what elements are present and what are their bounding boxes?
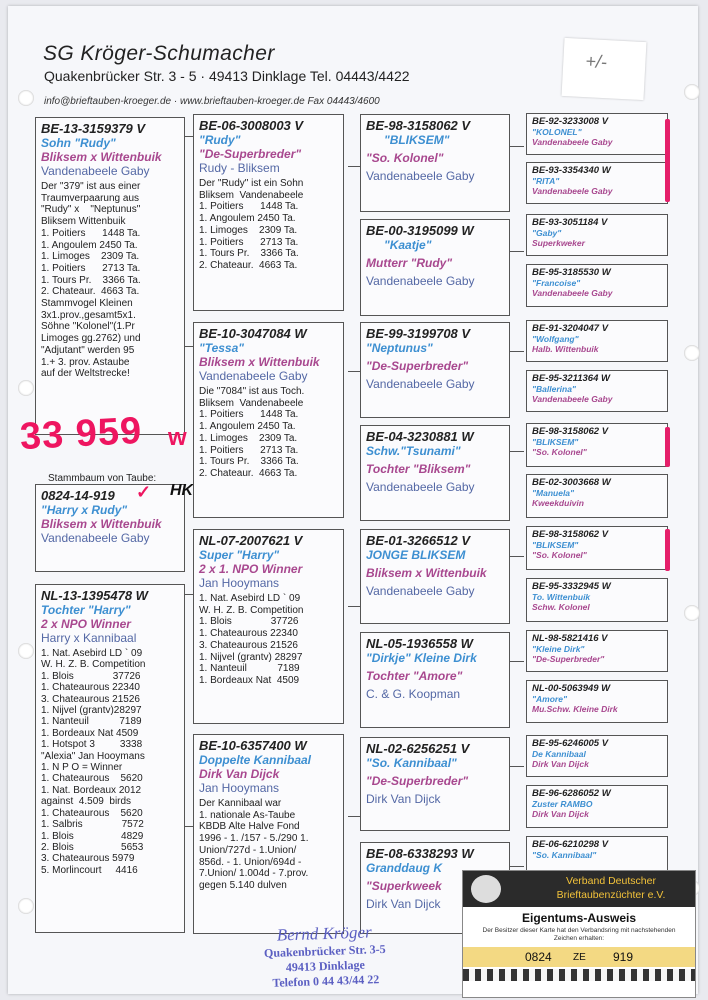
punch-hole (18, 898, 34, 914)
ring-number: BE-91-3204047 V (532, 323, 609, 334)
handwritten-number: 33 959 (18, 409, 144, 459)
stamp-name: Bernd Kröger (276, 922, 372, 945)
gen4-card (526, 214, 668, 256)
ring-number: NL-05-1936558 W (366, 636, 473, 651)
gen4-card (526, 785, 668, 828)
pigeon-note: Vandenabeele Gaby (532, 288, 613, 298)
ring-number: BE-95-3332945 W (532, 581, 611, 592)
connector (508, 251, 524, 252)
ring-number: NL-00-5063949 W (532, 683, 611, 694)
punch-hole (18, 90, 34, 106)
gen4-card (526, 264, 668, 307)
pigeon-breeder: Rudy - Bliksem (199, 161, 280, 175)
highlighter-mark (665, 427, 670, 467)
pigeon-lineage: 2 x 1. NPO Winner (199, 562, 303, 576)
pigeon-lineage: Bliksem x Wittenbuik (366, 566, 487, 580)
gen3-card (360, 322, 510, 418)
gen3-card (360, 737, 510, 831)
gen4-card (526, 630, 668, 672)
punch-hole (18, 643, 34, 659)
pigeon-note: "So. Kolonel" (532, 550, 587, 560)
pigeon-breeder: Dirk Van Dijck (366, 897, 441, 911)
pigeon-notes: Die "7084" ist aus Toch. Bliksem Vandenabeele 1. Poitiers 1448 Ta. 1. Angoulem 2450 Ta. 1. Limoges 2309 Ta. 1. Poitiers 2713 Ta. 1. Tours Pr. 3366 Ta. 2. Chateaur. 4663 Ta. (199, 386, 305, 479)
breeder-address: Quakenbrücker Str. 3 - 5 · 49413 Dinklage Tel. 04443/4422 (44, 68, 410, 84)
subject-card (35, 484, 185, 572)
pigeon-breeder: Jan Hooymans (199, 576, 280, 590)
ring-number: BE-92-3233008 V (532, 116, 609, 127)
gen4-card (526, 423, 668, 467)
ring-number: BE-06-3008003 V (199, 118, 304, 133)
pigeon-name: JONGE BLIKSEM (366, 548, 466, 562)
pigeon-note: Dirk Van Dijck (532, 809, 589, 819)
connector (508, 661, 524, 662)
pigeon-breeder: Vandenabeele Gaby (366, 480, 475, 494)
ring-number: BE-95-3185530 W (532, 267, 611, 278)
card-text: Der Besitzer dieser Karte hat den Verbandsring mit nachstehenden Zeichen erhalten: (482, 927, 676, 942)
gen4-card (526, 474, 668, 518)
gen3-card (360, 632, 510, 728)
card-header (463, 871, 695, 907)
pigeon-breeder: Vandenabeele Gaby (366, 584, 475, 598)
pigeon-note: "De-Superbreder" (532, 654, 605, 664)
connector (508, 556, 524, 557)
granddam-paternal-card (193, 322, 344, 518)
ring-number: NL-02-6256251 V (366, 741, 470, 756)
pigeon-name: "RITA" (532, 176, 560, 186)
ring-number: BE-93-3051184 V (532, 217, 608, 228)
ring-number: BE-10-6357400 W (199, 738, 307, 753)
ownership-card (462, 870, 696, 998)
highlighter-mark (665, 119, 670, 202)
card-ring-number: 919 (613, 950, 634, 964)
card-pattern-strip (463, 969, 695, 981)
grandsire-paternal-card (193, 114, 344, 311)
gen4-card (526, 113, 668, 155)
pigeon-breeder: Vandenabeele Gaby (366, 169, 475, 183)
ring-number: BE-04-3230881 W (366, 429, 474, 444)
pigeon-notes: Der Kannibaal war 1. nationale As-Taube KBDB Alte Halve Fond 1996 - 1. /157 - 5./290 1. Union/727d - 1.Union/ 856d. - 1. Union/694d - 7.Union/ 1.004d - 7.prov. gegen 5.140 dulven (199, 798, 309, 891)
pigeon-name: To. Wittenbuik (532, 592, 591, 602)
pigeon-lineage: Mutterr "Rudy" (366, 256, 453, 270)
pigeon-lineage: Tochter "Bliksem" (366, 462, 471, 476)
pigeon-lineage: "Superkweek (366, 879, 442, 893)
card-org-line2: Brieftaubenzüchter e.V. (556, 889, 666, 901)
pigeon-note: Halb. Wittenbuik (532, 344, 599, 354)
pigeon-lineage: "De-Superbreder" (366, 359, 469, 373)
pigeon-name: Tochter "Harry" (41, 603, 131, 617)
card-ring-field (463, 947, 695, 967)
punch-hole (684, 84, 700, 100)
pigeon-lineage: "So. Kolonel" (366, 151, 444, 165)
ring-number: BE-02-3003668 W (532, 477, 611, 488)
ring-number: 0824-14-919 (41, 488, 115, 503)
pigeon-lineage: "De-Superbreder" (199, 147, 302, 161)
connector (508, 146, 524, 147)
connector (508, 351, 524, 352)
pigeon-name: "So. Kannibaal" (366, 756, 457, 770)
ring-number: BE-00-3195099 W (366, 223, 474, 238)
pigeon-name: "Wolfgang" (532, 334, 579, 344)
stamp-phone: Telefon 0 44 43/44 22 (272, 972, 380, 990)
punch-hole (18, 380, 34, 396)
breeder-contact: info@brieftauben-kroeger.de · www.brieftauben-kroeger.de Fax 04443/4600 (44, 96, 380, 107)
pigeon-lineage: "De-Superbreder" (366, 774, 469, 788)
card-org-line1: Verband Deutscher (566, 875, 656, 887)
pigeon-name: Schw."Tsunami" (366, 444, 461, 458)
pigeon-breeder: Vandenabeele Gaby (199, 369, 308, 383)
pigeon-logo-icon (471, 875, 501, 903)
gen3-card (360, 529, 510, 624)
pigeon-name: "Ballerina" (532, 384, 576, 394)
punch-hole (684, 605, 700, 621)
pigeon-note: Superkweker (532, 238, 585, 248)
ring-number: BE-95-3211364 W (532, 373, 610, 384)
sticky-note-text: +/- (584, 51, 608, 73)
pigeon-name: "Francoise" (532, 278, 581, 288)
gen4-card (526, 680, 668, 723)
gen4-card (526, 320, 668, 362)
pedigree-of-label: Stammbaum von Taube: (48, 473, 157, 484)
gen3-card (360, 114, 510, 212)
pigeon-lineage: Bliksem x Wittenbuik (41, 517, 162, 531)
connector (508, 866, 524, 867)
mother-card (35, 584, 185, 933)
connector (508, 451, 524, 452)
pigeon-name: "Dirkje" Kleine Dirk (366, 651, 477, 665)
pigeon-breeder: C. & G. Koopman (366, 687, 461, 701)
pigeon-breeder: Vandenabeele Gaby (41, 164, 150, 178)
breeder-stamp (239, 921, 411, 992)
pigeon-breeder: Dirk Van Dijck (366, 792, 441, 806)
pigeon-note: Vandenabeele Gaby (532, 186, 613, 196)
pigeon-lineage: Bliksem x Wittenbuik (199, 355, 320, 369)
stamp-street: Quakenbrücker Str. 3-5 (263, 941, 386, 961)
pigeon-name: Super "Harry" (199, 548, 280, 562)
pigeon-breeder: Jan Hooymans (199, 781, 280, 795)
card-ring-prefix: 0824 (525, 950, 552, 964)
gen4-card (526, 578, 668, 622)
pigeon-notes: Der "Rudy" ist ein Sohn Bliksem Vandenabeele 1. Poitiers 1448 Ta. 1. Angoulem 2450 Ta. 1. Limoges 2309 Ta. 1. Poitiers 2713 Ta. 1. Tours Pr. 3366 Ta. 2. Chateaur. 4663 Ta. (199, 178, 304, 271)
ring-number: BE-99-3199708 V (366, 326, 471, 341)
ring-number: BE-93-3354340 W (532, 165, 611, 176)
pigeon-name: Doppelte Kannibaal (199, 753, 312, 767)
ring-number: BE-98-3158062 V (532, 529, 609, 540)
pigeon-note: Kweekduivin (532, 498, 584, 508)
pigeon-note: Dirk Van Dijck (532, 759, 589, 769)
father-card (35, 117, 185, 435)
gen3-card (360, 219, 510, 316)
handwritten-check: ✓ (136, 482, 152, 502)
stamp-city: 49413 Dinklage (285, 957, 366, 975)
pigeon-name: "BLIKSEM" (532, 437, 579, 447)
pigeon-lineage: Dirk Van Dijck (199, 767, 280, 781)
pigeon-name: "Amore" (532, 694, 567, 704)
pigeon-note: Vandenabeele Gaby (532, 394, 613, 404)
pigeon-name: "Kleine Dirk" (532, 644, 585, 654)
ring-number: NL-13-1395478 W (41, 588, 148, 603)
pigeon-note: Schw. Kolonel (532, 602, 590, 612)
card-ring-mark: ZE (573, 952, 586, 963)
pigeon-name: "Harry x Rudy" (41, 503, 128, 517)
highlighter-mark (665, 529, 670, 571)
handwritten-suffix: w (168, 424, 187, 451)
ring-number: BE-13-3159379 V (41, 121, 146, 136)
sticky-note (562, 38, 647, 100)
pigeon-name: "BLIKSEM" (384, 133, 450, 147)
pigeon-name: "Gaby" (532, 228, 562, 238)
pigeon-note: "So. Kolonel" (532, 447, 587, 457)
pigeon-name: "Rudy" (199, 133, 241, 147)
ring-number: BE-06-6210298 V (532, 839, 609, 850)
pigeon-notes: 1. Nat. Asebird LD ` 09 W. H. Z. B. Competition 1. Blois 37726 1. Chateaurous 22340 3. Chateaurous 21526 1. Nijvel (grantv)28297 1. Nanteuil 7189 1. Bordeaux Nat 4509 1. Hotspot 3 3338 "Alexia" Jan Hooymans 1. N P O = Winner 1. Chateaurous 5620 1. Nat. Bordeaux 2012 against 4.509 birds 1. Chateaurous 5620 1. Salbris 7572 1. Blois 4829 2. Blois 5653 3. Chateaurous 5979 5. Morlincourt 4416 (41, 648, 146, 876)
ring-number: NL-98-5821416 V (532, 633, 608, 644)
ring-number: BE-01-3266512 V (366, 533, 471, 548)
grandsire-maternal-card (193, 529, 344, 724)
pigeon-note: Mu.Schw. Kleine Dirk (532, 704, 618, 714)
pigeon-name: Granddaug K (366, 861, 443, 875)
ring-number: NL-07-2007621 V (199, 533, 303, 548)
pigeon-name: "Kaatje" (384, 238, 432, 252)
card-title: Eigentums-Ausweis (521, 911, 637, 925)
pigeon-breeder: Vandenabeele Gaby (41, 531, 150, 545)
pigeon-lineage: Bliksem x Wittenbuik (41, 150, 162, 164)
pigeon-name: De Kannibaal (532, 749, 586, 759)
pigeon-note: Vandenabeele Gaby (532, 137, 613, 147)
pigeon-breeder: Vandenabeele Gaby (366, 377, 475, 391)
pigeon-name: Sohn "Rudy" (41, 136, 116, 150)
pigeon-breeder: Harry x Kannibaal (41, 631, 137, 645)
pedigree-sheet (8, 6, 698, 994)
gen4-card (526, 526, 668, 570)
gen4-card (526, 735, 668, 777)
pigeon-name: "Neptunus" (366, 341, 433, 355)
punch-hole (684, 345, 700, 361)
gen4-card (526, 370, 668, 412)
ring-number: BE-95-6246005 V (532, 738, 609, 749)
pigeon-notes: Der "379" ist aus einer Traumverpaarung aus "Rudy" x "Neptunus" Bliksem Wittenbuik 1. Poitiers 1448 Ta. 1. Angoulem 2450 Ta. 1. Limoges 2309 Ta. 1. Poitiers 2713 Ta. 1. Tours Pr. 3366 Ta. 2. Chateaur. 4663 Ta. Stammvogel Kleinen 3x1.prov.,gesamt5x1. Söhne "Kolonel"(1.Pr Limoges gg.2762) und "Adjutant" werden 95 1.+ 3. prov. Astaube auf der Weltstrecke! (41, 181, 141, 380)
granddam-maternal-card (193, 734, 344, 934)
pigeon-name: "BLIKSEM" (532, 540, 579, 550)
pigeon-name: "Manuela" (532, 488, 575, 498)
ring-number: BE-08-6338293 W (366, 846, 474, 861)
pigeon-name: "Tessa" (199, 341, 244, 355)
connector (508, 766, 524, 767)
pigeon-breeder: Vandenabeele Gaby (366, 274, 475, 288)
pigeon-name: "KOLONEL" (532, 127, 582, 137)
pigeon-name: "So. Kannibaal" (532, 850, 597, 860)
ring-number: BE-10-3047084 W (199, 326, 307, 341)
handwritten-initials: HK (170, 482, 194, 499)
ring-number: BE-98-3158062 V (532, 426, 609, 437)
pigeon-lineage: Tochter "Amore" (366, 669, 463, 683)
ring-number: BE-98-3158062 V (366, 118, 471, 133)
breeder-title: SG Kröger-Schumacher (43, 42, 275, 65)
ring-number: BE-96-6286052 W (532, 788, 611, 799)
pigeon-lineage: 2 x NPO Winner (41, 617, 131, 631)
pigeon-name: Zuster RAMBO (532, 799, 593, 809)
pigeon-notes: 1. Nat. Asebird LD ` 09 W. H. Z. B. Competition 1. Blois 37726 1. Chateaurous 22340 3. Chateaurous 21526 1. Nijvel (grantv) 28297 1. Nanteuil 7189 1. Bordeaux Nat 4509 (199, 593, 304, 686)
gen3-card (360, 425, 510, 521)
gen4-card (526, 162, 668, 204)
